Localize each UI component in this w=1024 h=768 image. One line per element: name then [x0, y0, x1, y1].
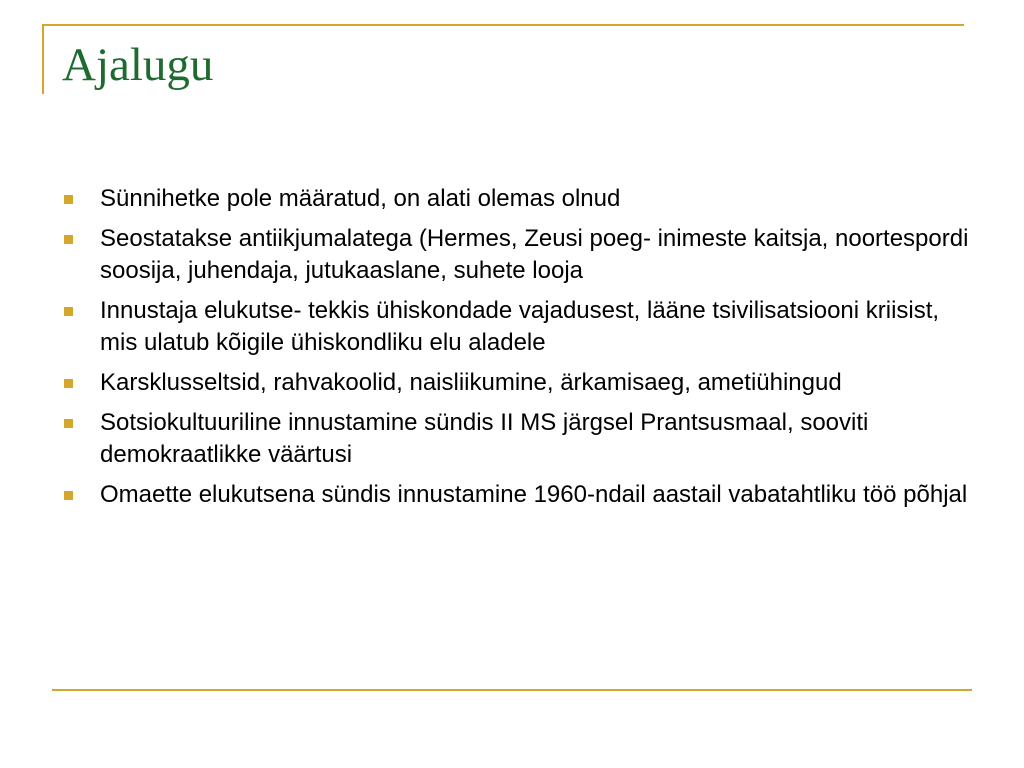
- square-bullet-icon: [64, 419, 73, 428]
- bullet-text: Omaette elukutsena sündis innustamine 1960-ndail aastail vabatahtliku töö põhjal: [100, 481, 968, 508]
- bullet-text: Sünnihetke pole määratud, on alati olemas olnud: [100, 185, 621, 212]
- bullet-item: [62, 407, 972, 471]
- bullet-item: [62, 295, 972, 359]
- slide-title: Ajalugu: [62, 39, 214, 91]
- bullet-item: [62, 479, 972, 511]
- square-bullet-icon: [64, 235, 73, 244]
- bullet-text: Karsklusseltsid, rahvakoolid, naisliikumine, ärkamisaeg, ametiühingud: [100, 369, 842, 396]
- title-frame-top-rule: [42, 24, 964, 26]
- square-bullet-icon: [64, 307, 73, 316]
- square-bullet-icon: [64, 379, 73, 388]
- bullet-item: [62, 183, 972, 215]
- bullet-text: Sotsiokultuuriline innustamine sündis II MS järgsel Prantsusmaal, sooviti demokraatlikke väärtusi: [100, 409, 869, 468]
- bullet-text: Seostatakse antiikjumalatega (Hermes, Zeusi poeg- inimeste kaitsja, noortespordi soosija, juhendaja, jutukaaslane, suhete looja: [100, 225, 969, 284]
- bullet-item: [62, 367, 972, 399]
- bullet-list: [62, 183, 972, 519]
- square-bullet-icon: [64, 491, 73, 500]
- title-frame-left-rule: [42, 24, 44, 94]
- footer-rule: [52, 689, 972, 691]
- bullet-item: [62, 223, 972, 287]
- bullet-text: Innustaja elukutse- tekkis ühiskondade vajadusest, lääne tsivilisatsiooni kriisist, mis ulatub kõigile ühiskondliku elu aladele: [100, 297, 940, 356]
- square-bullet-icon: [64, 195, 73, 204]
